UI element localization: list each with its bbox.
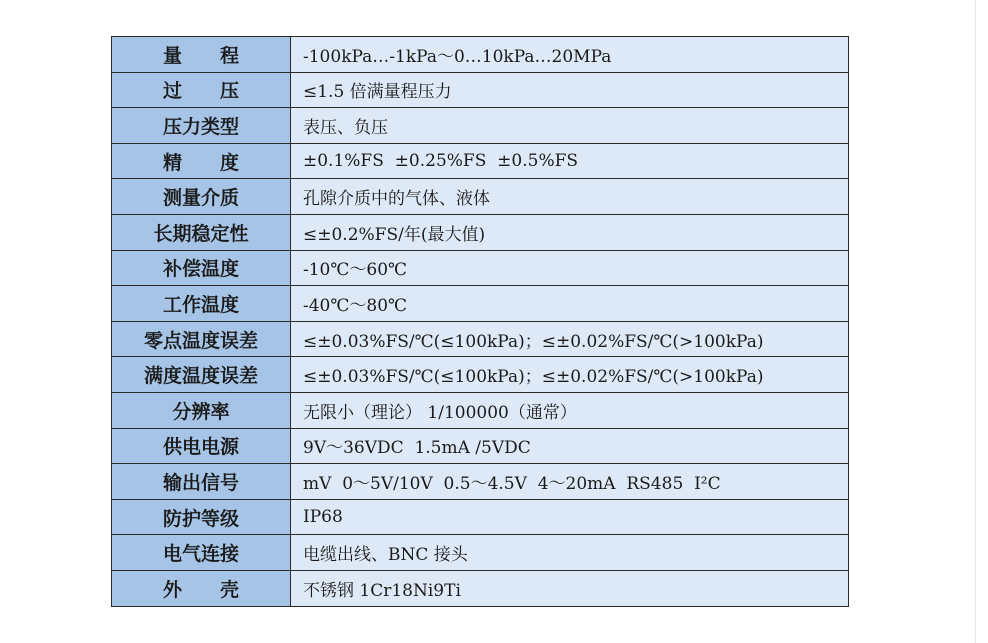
row-label-resolution: 分辨率 — [112, 392, 291, 428]
table-row — [112, 392, 849, 428]
row-value-accuracy: ±0.1%FS ±0.25%FS ±0.5%FS — [291, 143, 849, 179]
table-row — [112, 72, 849, 108]
table-row — [112, 464, 849, 500]
row-value-output-signal: mV 0～5V/10V 0.5～4.5V 4～20mA RS485 I²C — [291, 464, 849, 500]
row-value-protection: IP68 — [291, 499, 849, 535]
row-value-operating-temp: -40℃～80℃ — [291, 286, 849, 322]
row-value-overpressure: ≤1.5 倍满量程压力 — [291, 72, 849, 108]
row-value-housing: 不锈钢 1Cr18Ni9Ti — [291, 570, 849, 606]
row-value-zero-temp-error: ≤±0.03%FS/℃(≤100kPa)；≤±0.02%FS/℃(>100kPa) — [291, 321, 849, 357]
table-row — [112, 321, 849, 357]
row-value-resolution: 无限小（理论） 1/100000（通常） — [291, 392, 849, 428]
row-value-span-temp-error: ≤±0.03%FS/℃(≤100kPa)；≤±0.02%FS/℃(>100kPa) — [291, 357, 849, 393]
table-row — [112, 499, 849, 535]
table-row — [112, 37, 849, 73]
table-row — [112, 214, 849, 250]
row-label-pressure-type: 压力类型 — [112, 108, 291, 144]
row-value-power-supply: 9V～36VDC 1.5mA /5VDC — [291, 428, 849, 464]
row-label-power-supply: 供电电源 — [112, 428, 291, 464]
row-label-electrical-connection: 电气连接 — [112, 535, 291, 571]
page-edge-divider — [975, 0, 976, 643]
row-label-zero-temp-error: 零点温度误差 — [112, 321, 291, 357]
row-label-compensation-temp: 补偿温度 — [112, 250, 291, 286]
row-label-span-temp-error: 满度温度误差 — [112, 357, 291, 393]
row-value-electrical-connection: 电缆出线、BNC 接头 — [291, 535, 849, 571]
table-row — [112, 535, 849, 571]
table-row — [112, 108, 849, 144]
row-label-housing: 外 壳 — [112, 570, 291, 606]
row-label-medium: 测量介质 — [112, 179, 291, 215]
row-label-protection: 防护等级 — [112, 499, 291, 535]
table-row — [112, 250, 849, 286]
row-label-overpressure: 过 压 — [112, 72, 291, 108]
table-row — [112, 570, 849, 606]
row-label-range: 量 程 — [112, 37, 291, 73]
row-label-stability: 长期稳定性 — [112, 214, 291, 250]
row-value-stability: ≤±0.2%FS/年(最大值) — [291, 214, 849, 250]
table-row — [112, 428, 849, 464]
row-label-output-signal: 输出信号 — [112, 464, 291, 500]
row-value-medium: 孔隙介质中的气体、液体 — [291, 179, 849, 215]
row-label-accuracy: 精 度 — [112, 143, 291, 179]
row-label-operating-temp: 工作温度 — [112, 286, 291, 322]
table-row — [112, 286, 849, 322]
table-row — [112, 357, 849, 393]
row-value-pressure-type: 表压、负压 — [291, 108, 849, 144]
table-row — [112, 143, 849, 179]
row-value-range: -100kPa…-1kPa～0…10kPa…20MPa — [291, 37, 849, 73]
table-row — [112, 179, 849, 215]
row-value-compensation-temp: -10℃～60℃ — [291, 250, 849, 286]
spec-table — [111, 36, 849, 607]
